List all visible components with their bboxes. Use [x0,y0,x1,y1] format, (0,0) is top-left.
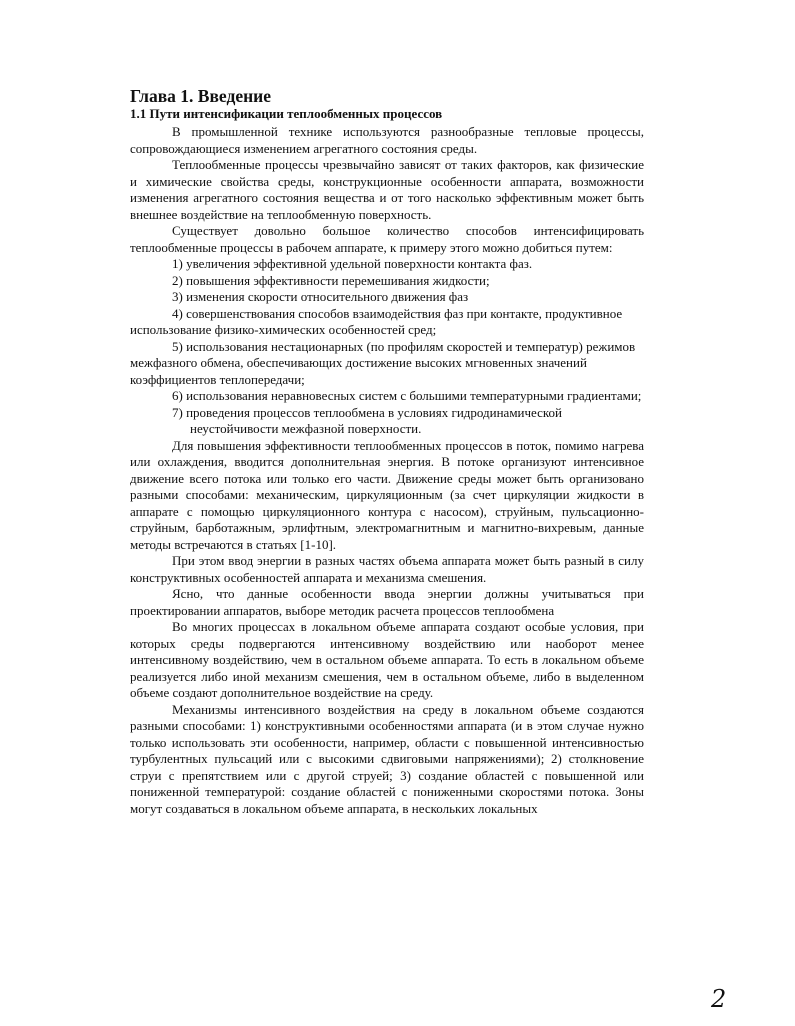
list-item: 4) совершенствования способов взаимодействия фаз при контакте, продуктивное использование физико-химических особенностей сред; [130,305,623,337]
list-item: 2) повышения эффективности перемешивания жидкости; [172,272,490,288]
paragraph: При этом ввод энергии в разных частях объема аппарата может быть разный в силу конструктивных особенностей аппарата и механизма смешения. [130,553,644,585]
list-item: 6) использования неравновесных систем с большими температурными градиентами; [172,388,642,403]
chapter-title: Глава 1. Введение [130,86,272,106]
list-item: 5) использования нестационарных (по профилям скоростей и температур) режимов межфазного обмена, обеспечивающих достижение высоких мгновенных значений коэффициентов теплопередачи; [130,338,636,387]
list-item: 3) изменения скорости относительного движения фаз [172,289,469,304]
section-title: 1.1 Пути интенсификации теплообменных процессов [130,106,443,121]
list-item: 7) проведения процессов теплообмена в условиях гидродинамической неустойчивости межфазной поверхности. [172,404,563,436]
paragraph: Для повышения эффективности теплообменных процессов в поток, помимо нагрева или охлаждения, вводится дополнительная энергия. В потоке организуют интенсивное движение всего потока или только его части. Движение среды может быть организовано разными способами: механическим, циркуляционным (за счет циркуляции жидкости в аппарате с помощью циркуляционного контура с насосом), струйным, пульсационно-струйным, барботажным, эрлифтным, электромагнитным и магнитно-вихревым, данные методы встречаются в статьях [1-10]. [130,437,644,552]
page-number: 2 [711,985,727,1013]
paragraph: Механизмы интенсивного воздействия на среду в локальном объеме создаются разными способами: 1) конструктивными особенностями аппарата (и в этом случае нужно только использовать эти особенности, например, области с повышенной интенсивностью турбулентных пульсаций или с высокими сдвиговыми напряжениями); 2) столкновение струи с препятствием или с другой струей; 3) создание областей с повышенной или пониженной температурой: создание областей с пониженными скоростями потока. Зоны могут создаваться в локальном объеме аппарата, в нескольких локальных [130,701,644,816]
list-item: 1) увеличения эффективной удельной поверхности контакта фаз. [172,256,533,271]
paragraph: Теплообменные процессы чрезвычайно зависят от таких факторов, как физические и химические свойства среды, конструкционные особенности аппарата, возможности изменения агрегатного состояния вещества и от того насколько эффективным может быть внешнее воздействие на теплообменную поверхность. [130,157,644,222]
paragraph: Ясно, что данные особенности ввода энергии должны учитываться при проектировании аппаратов, выборе методик расчета процессов теплообмена [130,586,644,618]
method-list [130,256,644,438]
paragraph: В промышленной технике используются разнообразные тепловые процессы, сопровождающиеся изменением агрегатного состояния среды. [130,124,644,156]
document-page [130,86,644,817]
paragraph: Существует довольно большое количество способов интенсифицировать теплообменные процессы в рабочем аппарате, к примеру этого можно добиться путем: [130,223,644,255]
paragraph: Во многих процессах в локальном объеме аппарата создают особые условия, при которых среды подвергаются интенсивному воздействию или наоборот менее интенсивному воздействию, чем в остальном объеме аппарата. То есть в локальном объеме реализуется либо иной механизм смешения, чем в остальном объеме, либо в выделенном объеме создают дополнительное воздействие на среду. [130,619,644,700]
